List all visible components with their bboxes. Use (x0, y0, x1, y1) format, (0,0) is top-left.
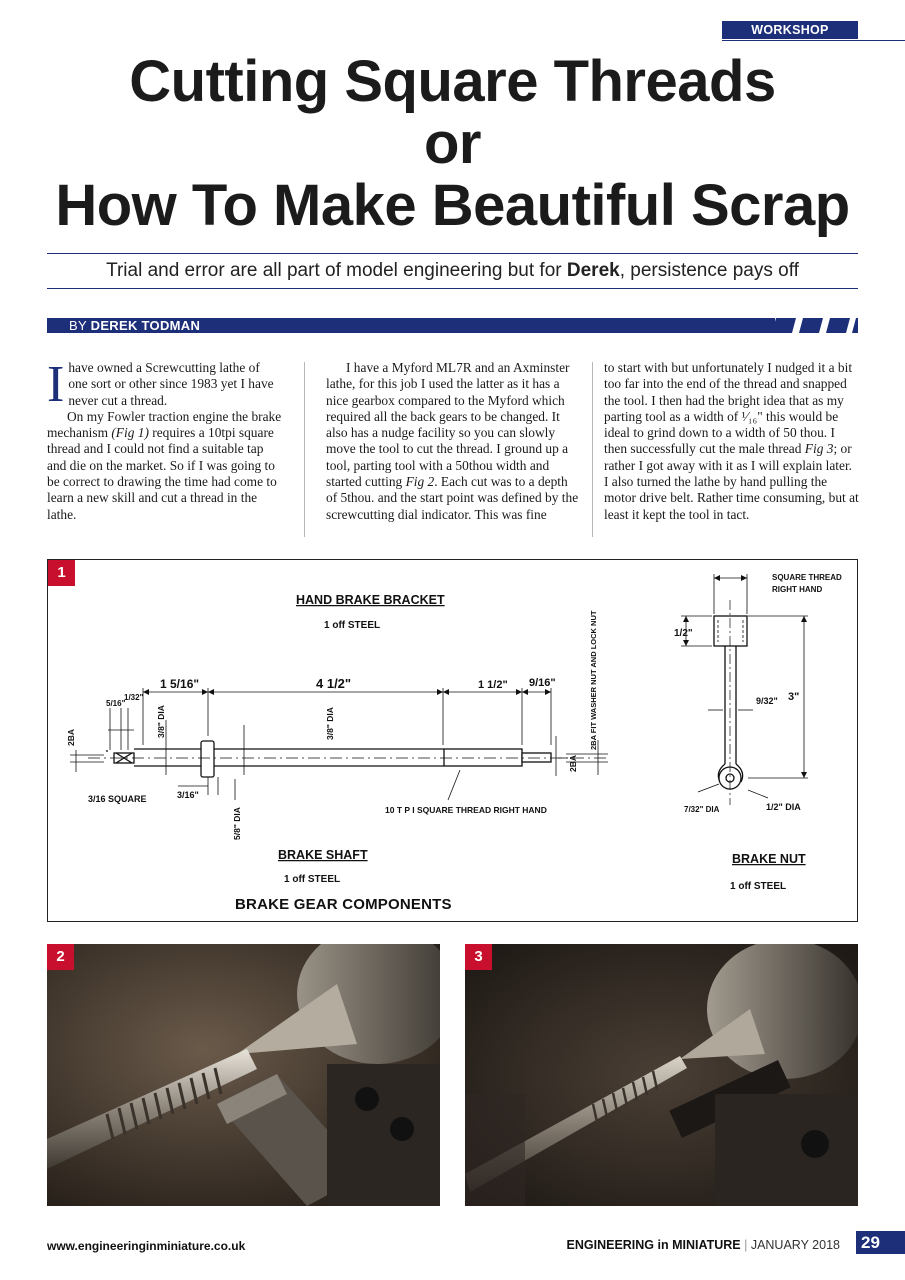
footer-separator: | (740, 1238, 751, 1252)
lathe-photo-3 (465, 944, 858, 1206)
square-note: 3/16 SQUARE (88, 794, 147, 804)
bracket-qty: 1 off STEEL (324, 620, 381, 631)
paragraph-text: have owned a Screwcutting lathe of one sort or other since 1983 yet I have never cut a thread. (68, 360, 274, 408)
thread-note: 10 T P I SQUARE THREAD RIGHT HAND (385, 805, 547, 815)
bracket-title: HAND BRAKE BRACKET (296, 593, 445, 607)
title-line-1: Cutting Square Threads (129, 49, 776, 114)
drop-cap: I (47, 356, 65, 413)
column-divider (304, 362, 305, 537)
paragraph (326, 360, 581, 523)
standfirst (47, 257, 858, 285)
dim-label: 2BA (568, 754, 578, 772)
lathe-photo-2 (47, 944, 440, 1206)
paragraph-text: ; or rather I got away with it as I will explain later. I also turned the lathe by hand pulling the motor drive belt. Rather time consuming, but at least it kept the tool in tact. (604, 441, 859, 522)
dim-label: 7/32" DIA (684, 805, 720, 814)
body-column-2 (326, 360, 581, 523)
dim-label: 5/16" (106, 699, 126, 708)
dim-label: 3" (788, 691, 800, 703)
byline-bar (47, 318, 775, 333)
title-line-3: How To Make Beautiful Scrap (55, 173, 850, 238)
body-column-3 (604, 360, 859, 523)
dim-label: 5/8" DIA (232, 807, 242, 840)
shaft-qty: 1 off STEEL (284, 874, 341, 885)
nut-qty: 1 off STEEL (730, 881, 787, 892)
square-thread-note: SQUARE THREAD (772, 573, 842, 582)
column-divider (592, 362, 593, 537)
dim-label: 3/8" DIA (156, 705, 166, 738)
section-rule (722, 40, 905, 41)
standfirst-rule-top (47, 253, 858, 254)
section-tag: WORKSHOP (722, 21, 858, 39)
figure-caption: BRAKE GEAR COMPONENTS (235, 896, 452, 913)
byline-chevrons (772, 318, 860, 333)
dim-label: 9/32" (756, 696, 778, 706)
footer-mag-in: in (654, 1238, 673, 1252)
footer-magazine (567, 1238, 840, 1252)
dim-label: 3/8" DIA (325, 707, 335, 740)
dim-label: 4 1/2" (316, 676, 352, 691)
nut-title: BRAKE NUT (732, 852, 806, 866)
footer-mag-name: ENGINEERING (566, 1238, 655, 1252)
dim-label: 1/2" DIA (766, 802, 801, 812)
right-hand-note: RIGHT HAND (772, 585, 823, 594)
figure-ref: Fig 2 (405, 474, 435, 490)
byline-author: DEREK TODMAN (90, 318, 201, 333)
figure-ref: (Fig 1) (111, 425, 149, 441)
standfirst-rule-bottom (47, 288, 858, 289)
standfirst-text-end: , persistence pays off (619, 260, 799, 281)
dim-label: 2BA (66, 728, 76, 746)
paragraph-text: I have a Myford ML7R and an Axminster lathe, for this job I used the latter as it has a nice gearbox compared to the Myford which required all the back gears to be changed. It also has a nudge facility so you can slowly move the tool to cut the thread. I ground up a tool, parting tool with a 50thou width and started cutting (326, 360, 570, 490)
figure-badge: 3 (465, 944, 492, 970)
footer-date: JANUARY 2018 (750, 1238, 840, 1252)
figure-1-drawing (47, 559, 858, 922)
dim-label: 9/16" (529, 677, 556, 689)
standfirst-text: Trial and error are all part of model engineering but for (106, 260, 567, 281)
title-line-2: or (424, 111, 481, 176)
figure-2-photo (47, 944, 440, 1206)
figure-badge: 2 (47, 944, 74, 970)
paragraph (604, 360, 859, 523)
dim-label: 1/32" (124, 693, 144, 702)
brake-gear-drawing (48, 560, 857, 921)
footer-url[interactable]: www.engineeringinminiature.co.uk (47, 1239, 246, 1253)
body-column-1 (47, 356, 282, 523)
paragraph-text: requires a 10tpi square thread and I could not find a suitable tap and die on the market. So if I was going to be correct to drawing the time had come to learn a new skill and cut a thread in the lathe. (47, 425, 277, 522)
paragraph-text: . Each cut was to a depth of 5thou. and the start point was defined by the screwcutting dial indicator. This was fine (326, 474, 579, 522)
figure-ref: Fig 3 (804, 441, 834, 457)
shaft-title: BRAKE SHAFT (278, 848, 368, 862)
figure-3-photo (465, 944, 858, 1206)
dim-label: 3/16" (177, 790, 199, 800)
dim-label: 1 5/16" (160, 677, 200, 691)
dim-label: 1 1/2" (478, 679, 508, 691)
figure-badge: 1 (48, 560, 75, 586)
paragraph (47, 409, 282, 523)
paragraph-text: On my Fowler traction engine the brake mechanism (47, 408, 282, 441)
standfirst-author: Derek (566, 260, 620, 281)
footer-mag-name-2: MINIATURE (672, 1238, 741, 1252)
byline-by: BY (69, 318, 91, 333)
washer-note: 2BA FIT WASHER NUT AND LOCK NUT (589, 610, 598, 750)
paragraph (47, 356, 282, 413)
page-number: 29 (856, 1231, 905, 1254)
paragraph-text: to start with but unfortunately I nudged it a bit too far into the end of the thread and snapped the tool. I then had the bright idea that as my parting tool as a width of ¹⁄₁₆" this would be ideal to grind down to a width of 50 thou. I then successfully cut the male thread (604, 360, 853, 457)
dim-label: 1/2" (674, 628, 693, 639)
